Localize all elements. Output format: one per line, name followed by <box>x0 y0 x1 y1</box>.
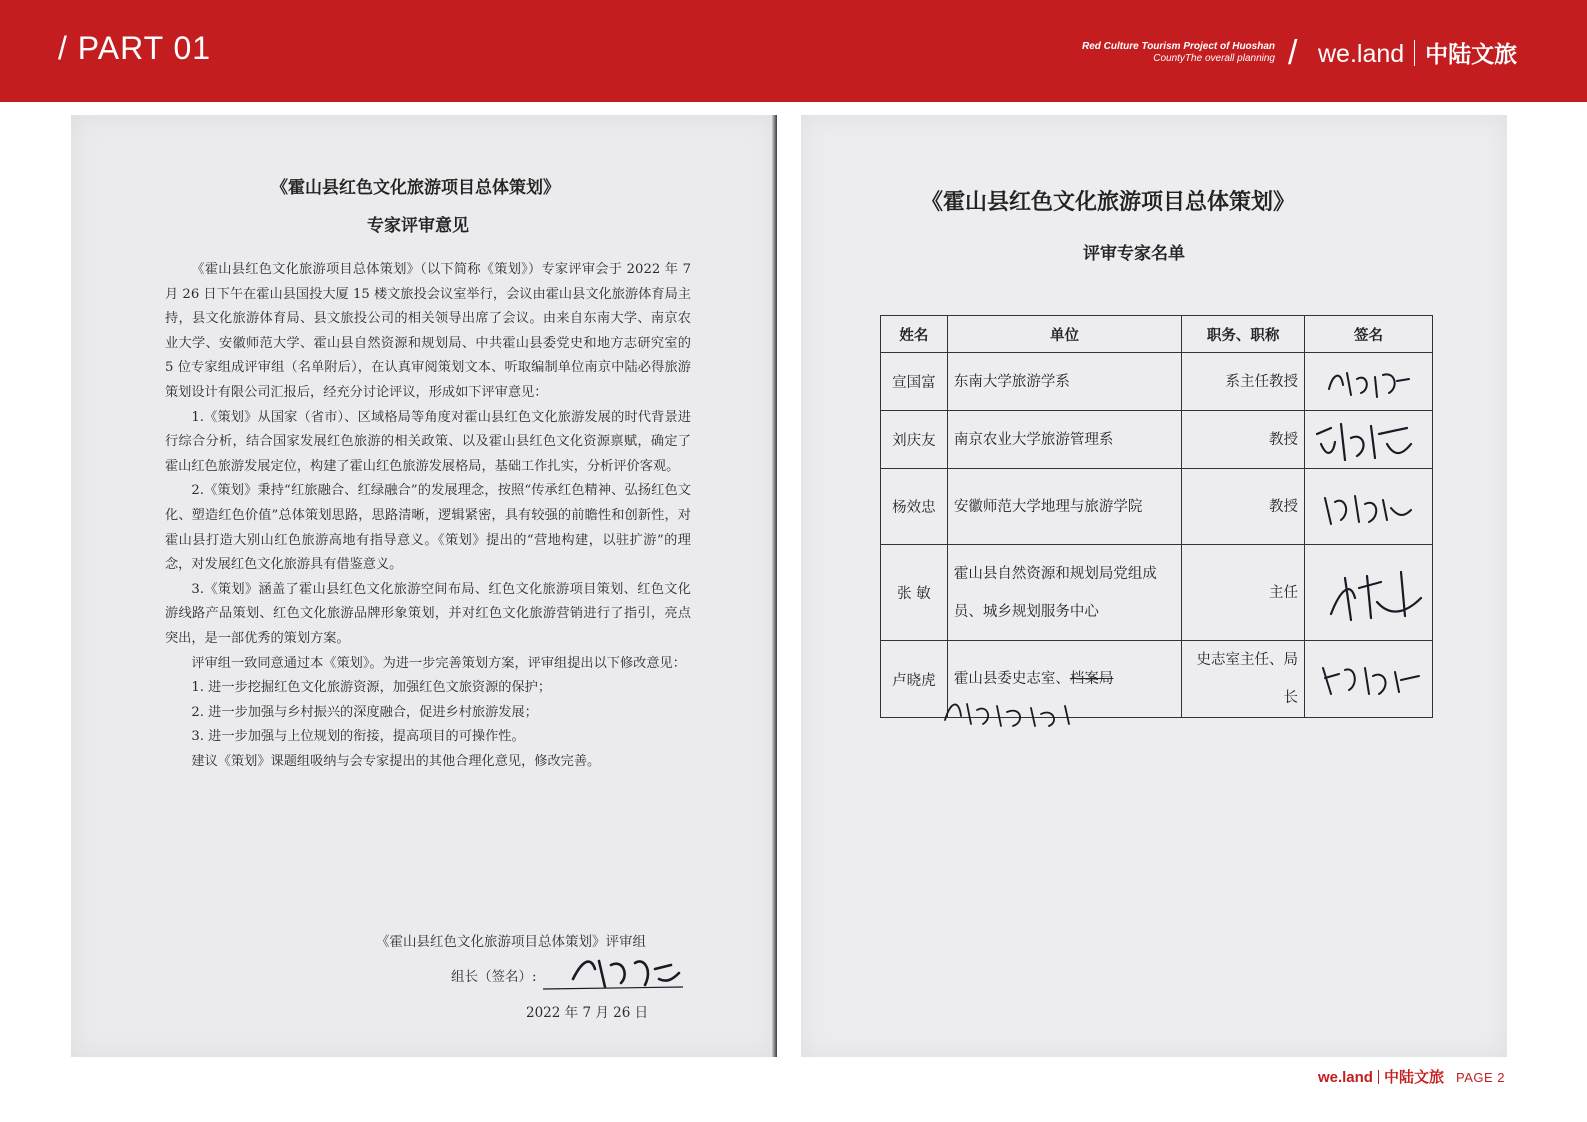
header-brand-logo <box>1318 36 1517 69</box>
table-row <box>881 411 1433 469</box>
expert-unit: 霍山县自然资源和规划局党组成员、城乡规划服务中心 <box>947 545 1181 641</box>
handwritten-signature <box>1311 414 1421 466</box>
footer-brand-separator <box>1378 1070 1379 1084</box>
part-label: / PART 01 <box>58 30 212 66</box>
expert-title: 系主任教授 <box>1182 353 1305 411</box>
closing-group: 《霍山县红色文化旅游项目总体策划》评审组 <box>376 934 646 950</box>
handwritten-annotation <box>941 690 1091 730</box>
review-paragraph: 建议《策划》课题组吸纳与会专家提出的其他合理化意见，修改完善。 <box>191 753 601 769</box>
closing-leader-label: 组长（签名）: <box>451 969 537 985</box>
footer-brand-cn: 中陆文旅 <box>1383 1069 1444 1086</box>
handwritten-signature <box>1311 654 1426 704</box>
expert-name: 刘庆友 <box>881 411 948 469</box>
project-caption-line1: Red Culture Tourism Project of Huoshan <box>1082 41 1275 52</box>
footer-brand-logo <box>1318 1069 1444 1086</box>
page-number: PAGE 2 <box>1455 1070 1505 1085</box>
review-doc-body <box>165 258 691 774</box>
table-row <box>881 469 1433 545</box>
review-doc-subtitle: 专家评审意见 <box>367 216 469 236</box>
expert-name: 宣国富 <box>881 353 948 411</box>
brand-cn: 中陆文旅 <box>1425 42 1518 68</box>
expert-unit: 南京农业大学旅游管理系 <box>947 411 1181 469</box>
col-header-unit: 单位 <box>947 316 1181 353</box>
review-paragraph: 2. 进一步加强与乡村振兴的深度融合，促进乡村旅游发展； <box>191 704 538 720</box>
handwritten-signature <box>1311 482 1421 532</box>
signature-cell <box>1304 411 1432 469</box>
table-row <box>881 545 1433 641</box>
struck-unit-text: 档案局 <box>1069 671 1114 687</box>
review-paragraph: 1. 进一步挖掘红色文化旅游资源，加强红色文旅资源的保护； <box>191 680 552 696</box>
paper-edge-shadow <box>772 115 777 1057</box>
header-bar <box>0 0 1587 102</box>
closing-date: 2022 年 7 月 26 日 <box>526 1005 649 1021</box>
header-divider-slash: / <box>1288 34 1298 72</box>
expert-list-title: 《霍山县红色文化旅游项目总体策划》 <box>921 189 1296 215</box>
review-doc-title: 《霍山县红色文化旅游项目总体策划》 <box>271 178 560 198</box>
expert-title: 教授 <box>1182 411 1305 469</box>
footer <box>1318 1066 1505 1087</box>
expert-name: 杨效忠 <box>881 469 948 545</box>
leader-signature <box>373 939 693 999</box>
review-paragraph: 《霍山县红色文化旅游项目总体策划》（以下简称《策划》）专家评审会于 2022 年 7 月 26 日下午在霍山县国投大厦 15 楼文旅投会议室举行，会议由霍山县文化旅游体育局主持，县文化旅游体育局、县文旅投公司的相关领导出席了会议。由来自东南大学、南京农业大学、安徽师范大学、霍山县自然资源和规划局、中共霍山县委党史和地方志研究室的 5 位专家组成评审组（名单附后），在认真审阅策划文本、听取编制单位南京中陆必得旅游策划设计有限公司汇报后，经充分讨论评议，形成如下评审意见： <box>165 262 691 400</box>
expert-title: 教授 <box>1182 469 1305 545</box>
col-header-title: 职务、职称 <box>1182 316 1305 353</box>
review-paragraph: 3. 进一步加强与上位规划的衔接，提高项目的可操作性。 <box>191 729 525 745</box>
table-header-row <box>881 316 1433 353</box>
review-opinion-document <box>71 115 777 1057</box>
expert-list-document <box>801 115 1507 1057</box>
expert-unit: 东南大学旅游学系 <box>947 353 1181 411</box>
expert-title: 主任 <box>1182 545 1305 641</box>
project-caption <box>1082 41 1275 65</box>
review-paragraph: 1.《策划》从国家（省市）、区域格局等角度对霍山县红色文化旅游发展的时代背景进行综合分析，结合国家发展红色旅游的相关政策、以及霍山县红色文化资源禀赋，确定了霍山红色旅游发展定位，构建了霍山红色旅游发展格局，基础工作扎实，分析评价客观。 <box>165 409 691 474</box>
expert-list-subtitle: 评审专家名单 <box>1083 244 1185 264</box>
signature-cell <box>1304 545 1432 641</box>
expert-table <box>880 315 1433 718</box>
expert-name: 张 敏 <box>881 545 948 641</box>
expert-unit-text: 霍山县委史志室、 <box>953 671 1070 687</box>
col-header-signature: 签名 <box>1304 316 1432 353</box>
review-paragraph: 2.《策划》秉持“红旅融合、红绿融合”的发展理念，按照“传承红色精神、弘扬红色文化、塑造红色价值”总体策划思路，思路清晰，逻辑紧密，具有较强的前瞻性和创新性，对霍山县打造大别山红色旅游高地有指导意义。《策划》提出的“营地构建，以驻扩游”的理念，对发展红色文化旅游具有借鉴意义。 <box>165 483 691 573</box>
col-header-name: 姓名 <box>881 316 948 353</box>
brand-en: we.land <box>1318 40 1405 68</box>
signature-cell <box>1304 353 1432 411</box>
expert-title: 史志室主任、局长 <box>1182 641 1305 718</box>
handwritten-signature <box>1311 558 1426 628</box>
review-paragraph: 3.《策划》涵盖了霍山县红色文化旅游空间布局、红色文化旅游项目策划、红色文化游线路产品策划、红色文化旅游品牌形象策划，并对红色文化旅游营销进行了指引，亮点突出，是一部优秀的策划方案。 <box>165 581 691 646</box>
table-row <box>881 353 1433 411</box>
signature-cell <box>1304 641 1432 718</box>
review-paragraph: 评审组一致同意通过本《策划》。为进一步完善策划方案，评审组提出以下修改意见： <box>191 655 686 671</box>
signature-cell <box>1304 469 1432 545</box>
expert-unit: 安徽师范大学地理与旅游学院 <box>947 469 1181 545</box>
project-caption-line2: CountyThe overall planning <box>1153 53 1275 64</box>
handwritten-signature <box>1311 359 1421 405</box>
brand-separator <box>1414 40 1415 66</box>
footer-brand-en: we.land <box>1317 1069 1373 1086</box>
expert-name: 卢晓虎 <box>881 641 948 718</box>
